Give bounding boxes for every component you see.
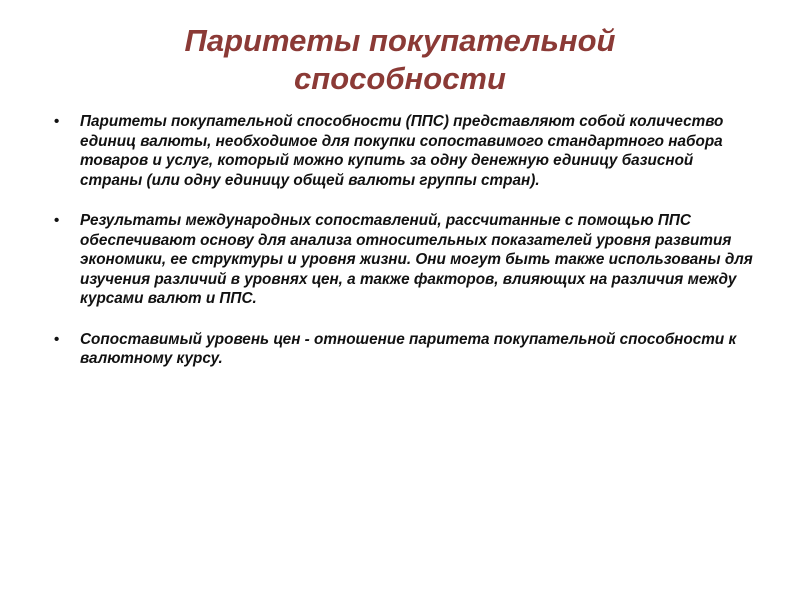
bullet-item-comparison-results	[54, 211, 754, 309]
bullet-dot-icon: •	[54, 113, 60, 130]
bullet-text: Результаты международных сопоставлений, рассчитанные с помощью ППС обеспечивают основу для анализа относительных показателей уровня развития экономики, ее структуры и уровня жизни. Они могут быть также использованы для изучения различий в уровнях цен, а также факторов, влияющих на различия между курсами валют и ППС.	[80, 212, 753, 307]
bullet-item-price-level	[54, 330, 754, 369]
bullet-dot-icon: •	[54, 330, 60, 348]
bullet-item-ppp-definition	[54, 112, 754, 190]
bullet-text: Сопоставимый уровень цен - отношение паритета покупательной способности к валютному курсу.	[80, 330, 737, 367]
bullet-text: Паритеты покупательной способности (ППС) представляют собой количество единиц валюты, необходимое для покупки сопоставимого стандартного набора товаров и услуг, который можно купить за одну денежную единицу базисной страны (или одну единицу общей валюты группы стран).	[80, 113, 724, 189]
bullet-list	[54, 112, 754, 390]
bullet-dot-icon: •	[54, 212, 60, 229]
slide-title: Паритеты покупательной способности	[184, 23, 616, 96]
